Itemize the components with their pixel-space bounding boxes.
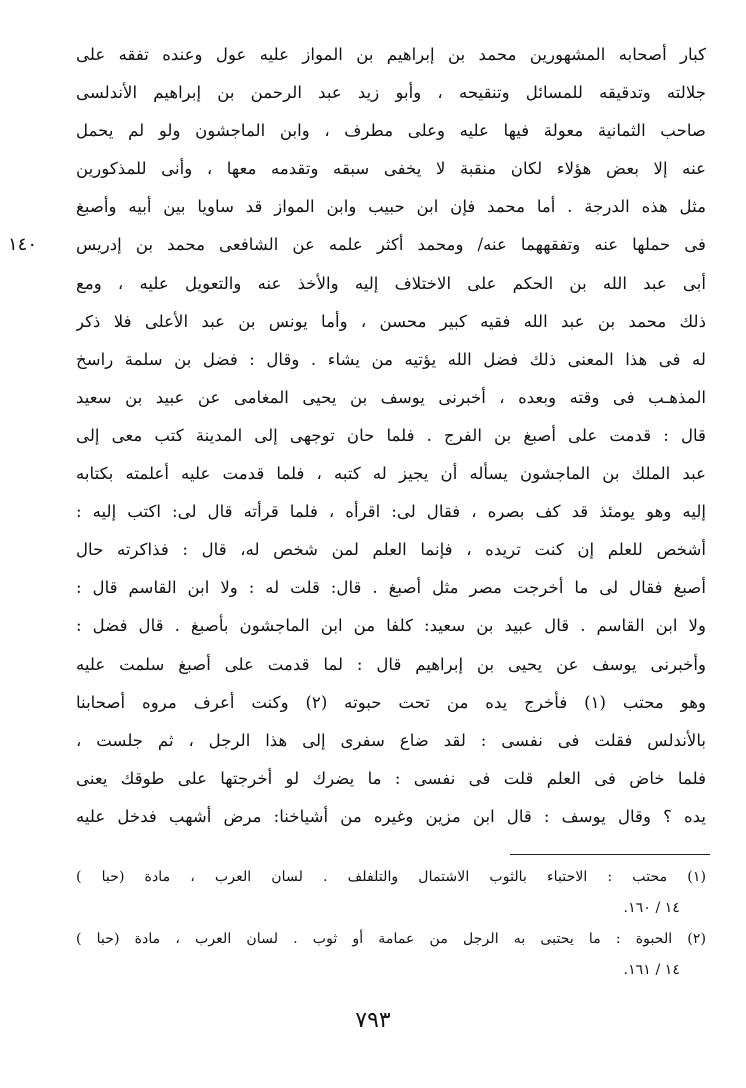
- text-line: له فى هذا المعنى ذلك فضل الله يؤتيه من يشاء . وقال : فضل بن سلمة راسخ: [76, 349, 706, 369]
- text-line: وأخبرنى يوسف عن يحيى بن إبراهيم قال : لما قدمت على أصبغ سلمت عليه: [76, 654, 706, 674]
- footnote-separator: [510, 854, 710, 855]
- text-line: أشخص للعلم إن كنت تريده ، فإنما العلم لمن شخص له، قال : فذاكرته حال: [76, 540, 706, 560]
- text-line: فلما خاض فى العلم قلت فى نفسى : ما يضرك لو أخرجتها على طوقك يعنى: [76, 768, 706, 788]
- text-line: قال : قدمت على أصبغ بن الفرج . فلما حان توجهى إلى المدينة كتب معى إلى: [76, 425, 706, 445]
- text-line: مثل هذه الدرجة . أما محمد فإن ابن حبيب وابن المواز قد ساويا بين أبيه وأصبغ: [76, 197, 706, 217]
- text-line: المذهـب فى وقته وبعده ، أخبرنى يوسف بن يحيى المغامى عن عبيد بن سعيد: [76, 387, 706, 407]
- main-text-block: [76, 36, 706, 836]
- text-line: وهو محتب (١) فأخرج يده من تحت حبوته (٢) وكنت أعرف مروه أصحابنا: [76, 692, 706, 712]
- text-line: عبد الملك بن الماجشون يسأله أن يجيز له كتبه ، فلما قدمت عليه أعلمته بكتابه: [76, 464, 706, 484]
- text-line: كبار أصحابه المشهورين محمد بن إبراهيم بن المواز عليه عول وعنده تفقه على: [76, 45, 706, 64]
- text-line: إليه وهو يومئذ قد كف بصره ، فقال لى: اقرأه ، فلما قرأته قال لى: اكتب إليه :: [76, 502, 706, 522]
- page-number: ٧٩٣: [355, 1008, 391, 1033]
- footnote-2-text: (٢) الحبوة : ما يحتبى به الرجل من عمامة أو ثوب . لسان العرب ، مادة (حبا ): [76, 931, 706, 947]
- text-line: صاحب الثمانية معولة فيها عليه وعلى مطرف ، وابن الماجشون ولو لم يحمل: [76, 121, 706, 141]
- text-line: أصبغ فقال لى ما أخرجت مصر مثل أصبغ . قال: قلت له : ولا ابن القاسم قال :: [76, 578, 706, 598]
- text-line: ذلك محمد بن عبد الله فقيه كبير محسن ، وأما يونس بن عبد الأعلى فلا ذكر: [76, 311, 706, 331]
- footnotes: [76, 862, 706, 986]
- text-line: ولا ابن القاسم . قال عبيد بن سعيد: كلفا من ابن الماجشون بأصبغ . قال فضل :: [76, 616, 706, 636]
- text-line: بالأندلس فقلت فى نفسى : لقد ضاع سفرى إلى هذا الرجل ، ثم جلست ،: [76, 730, 706, 750]
- footnote-1-reference: ١٤ / ١٦٠.: [623, 900, 680, 916]
- text-line: جلالته وتدقيقه للمسائل وتنقيحه ، وأبو زيد عبد الرحمن بن إبراهيم الأندلسى: [76, 83, 706, 103]
- text-line: فى حملها عنه وتفقههما عنه/ ومحمد أكثر علمه عن الشافعى محمد بن إدريس: [76, 235, 706, 255]
- text-line: أبى عبد الله بن الحكم على الاختلاف إليه والأخذ عنه والتعويل عليه ، ومع: [76, 273, 706, 293]
- text-line: يده ؟ وقال يوسف : قال ابن مزين وغيره من أشياخنا: مرض أشهب فدخل عليه: [76, 806, 706, 826]
- footnote-1-text: (١) محتب : الاحتباء بالثوب الاشتمال والتلفلف . لسان العرب ، مادة (حبا ): [76, 869, 706, 885]
- margin-folio-number: ١٤٠: [8, 234, 38, 255]
- footnote-2-reference: ١٤ / ١٦١.: [623, 962, 680, 978]
- text-line: عنه إلا بعض هؤلاء لكان منقبة لا يخفى سبقه وتقدمه معها ، وأنى للمذكورين: [76, 159, 706, 179]
